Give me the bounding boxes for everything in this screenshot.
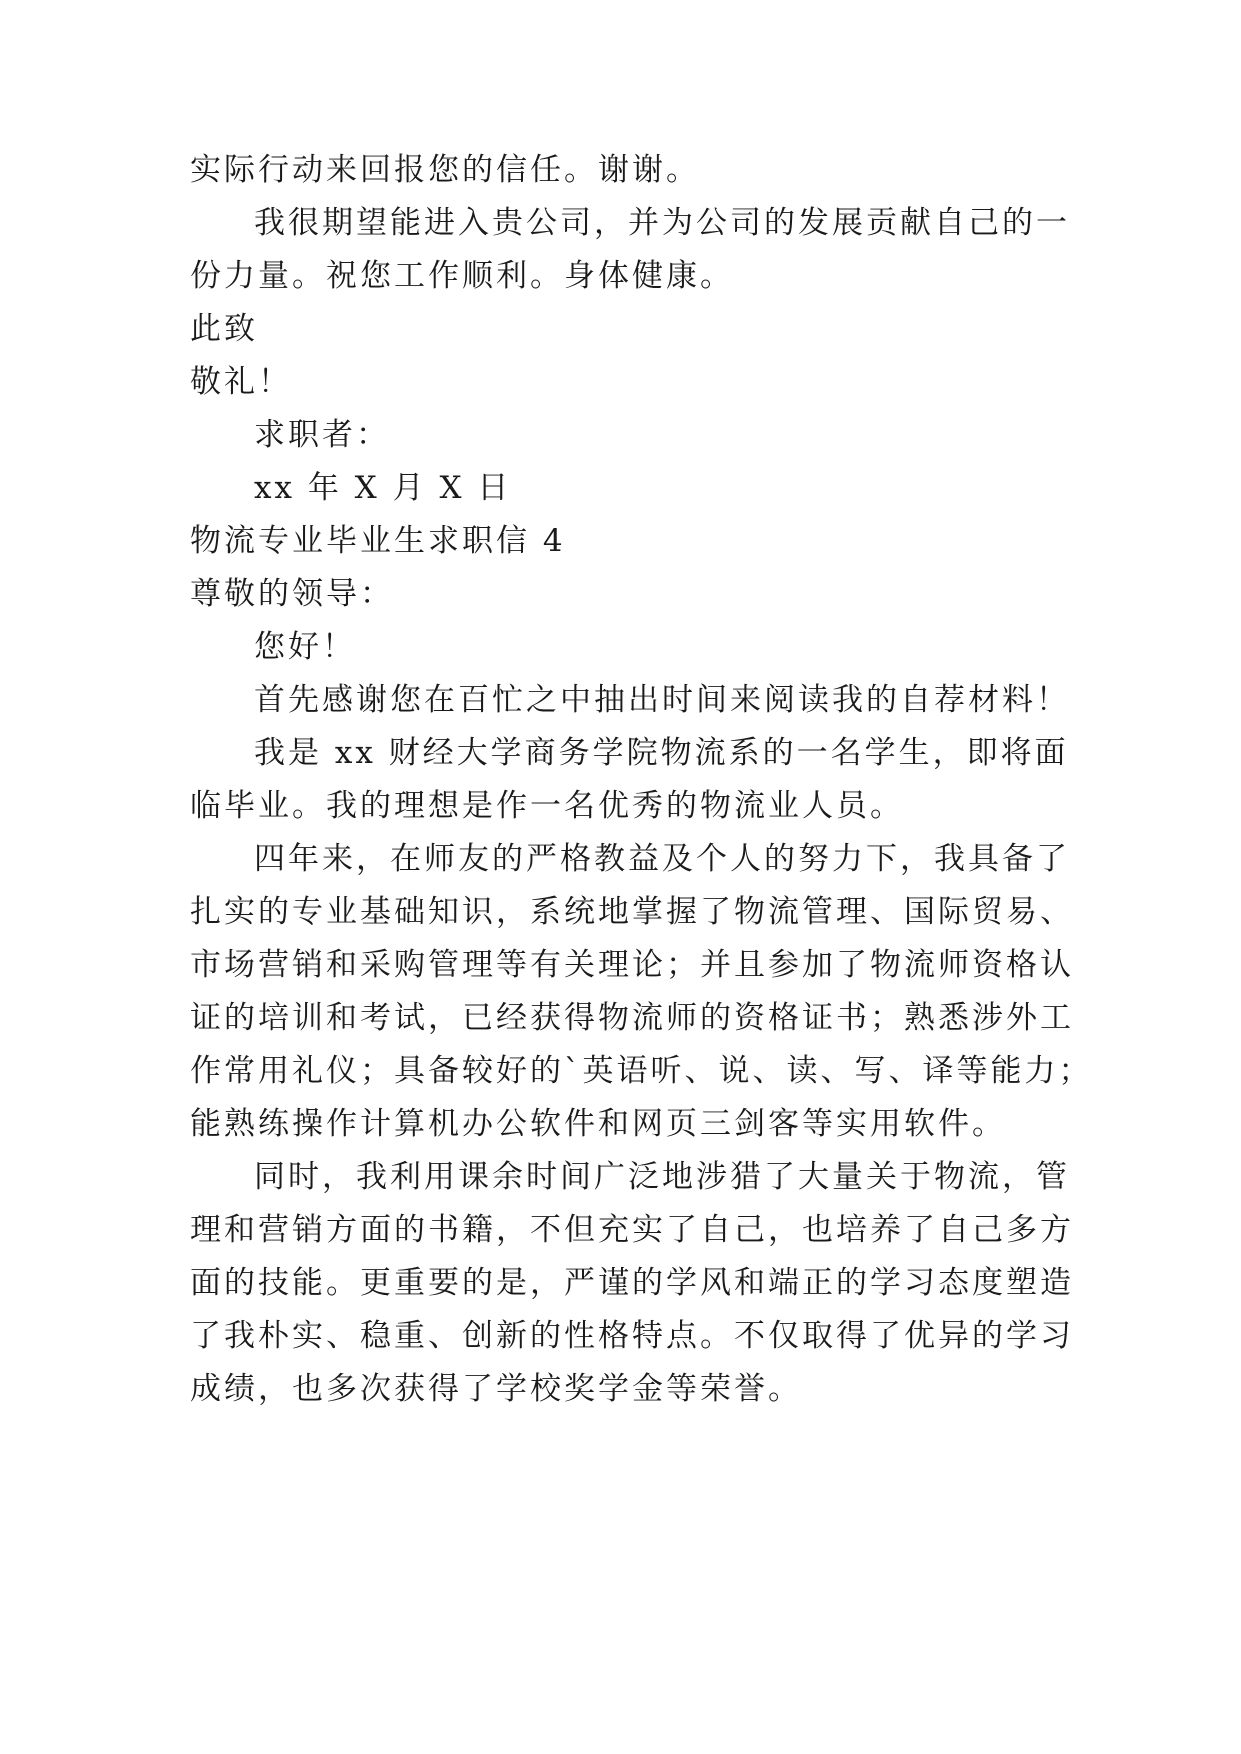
text-line: 能熟练操作计算机办公软件和网页三剑客等实用软件。 bbox=[190, 1106, 1006, 1142]
text-line: 临毕业。我的理想是作一名优秀的物流业人员。 bbox=[190, 788, 904, 824]
text-line: 了我朴实、稳重、创新的性格特点。不仅取得了优异的学习 bbox=[190, 1318, 1074, 1354]
section-heading: 物流专业毕业生求职信 4 bbox=[190, 523, 566, 559]
text-line: 尊敬的领导： bbox=[190, 576, 394, 612]
text-line: 份力量。祝您工作顺利。身体健康。 bbox=[190, 258, 734, 294]
text-line: 市场营销和采购管理等有关理论；并且参加了物流师资格认 bbox=[190, 947, 1074, 983]
text-line: xx 年 X 月 X 日 bbox=[254, 470, 512, 506]
text-line: 实际行动来回报您的信任。谢谢。 bbox=[190, 152, 700, 188]
text-line: 我是 xx 财经大学商务学院物流系的一名学生，即将面 bbox=[254, 735, 1069, 771]
text-line: 敬礼！ bbox=[190, 364, 292, 400]
text-line: 成绩，也多次获得了学校奖学金等荣誉。 bbox=[190, 1371, 802, 1407]
text-line: 此致 bbox=[190, 311, 258, 347]
text-line: 首先感谢您在百忙之中抽出时间来阅读我的自荐材料！ bbox=[254, 682, 1070, 718]
text-line: 同时，我利用课余时间广泛地涉猎了大量关于物流，管 bbox=[254, 1159, 1070, 1195]
text-line: 面的技能。更重要的是，严谨的学风和端正的学习态度塑造 bbox=[190, 1265, 1074, 1301]
text-line: 您好！ bbox=[254, 629, 356, 665]
text-line: 作常用礼仪；具备较好的`英语听、说、读、写、译等能力； bbox=[190, 1053, 1093, 1089]
text-line: 扎实的专业基础知识，系统地掌握了物流管理、国际贸易、 bbox=[190, 894, 1074, 930]
text-line: 证的培训和考试，已经获得物流师的资格证书；熟悉涉外工 bbox=[190, 1000, 1074, 1036]
text-line: 我很期望能进入贵公司，并为公司的发展贡献自己的一 bbox=[254, 205, 1070, 241]
text-line: 四年来，在师友的严格教益及个人的努力下，我具备了 bbox=[254, 841, 1070, 877]
text-line: 理和营销方面的书籍，不但充实了自己，也培养了自己多方 bbox=[190, 1212, 1074, 1248]
text-line: 求职者： bbox=[254, 417, 390, 453]
